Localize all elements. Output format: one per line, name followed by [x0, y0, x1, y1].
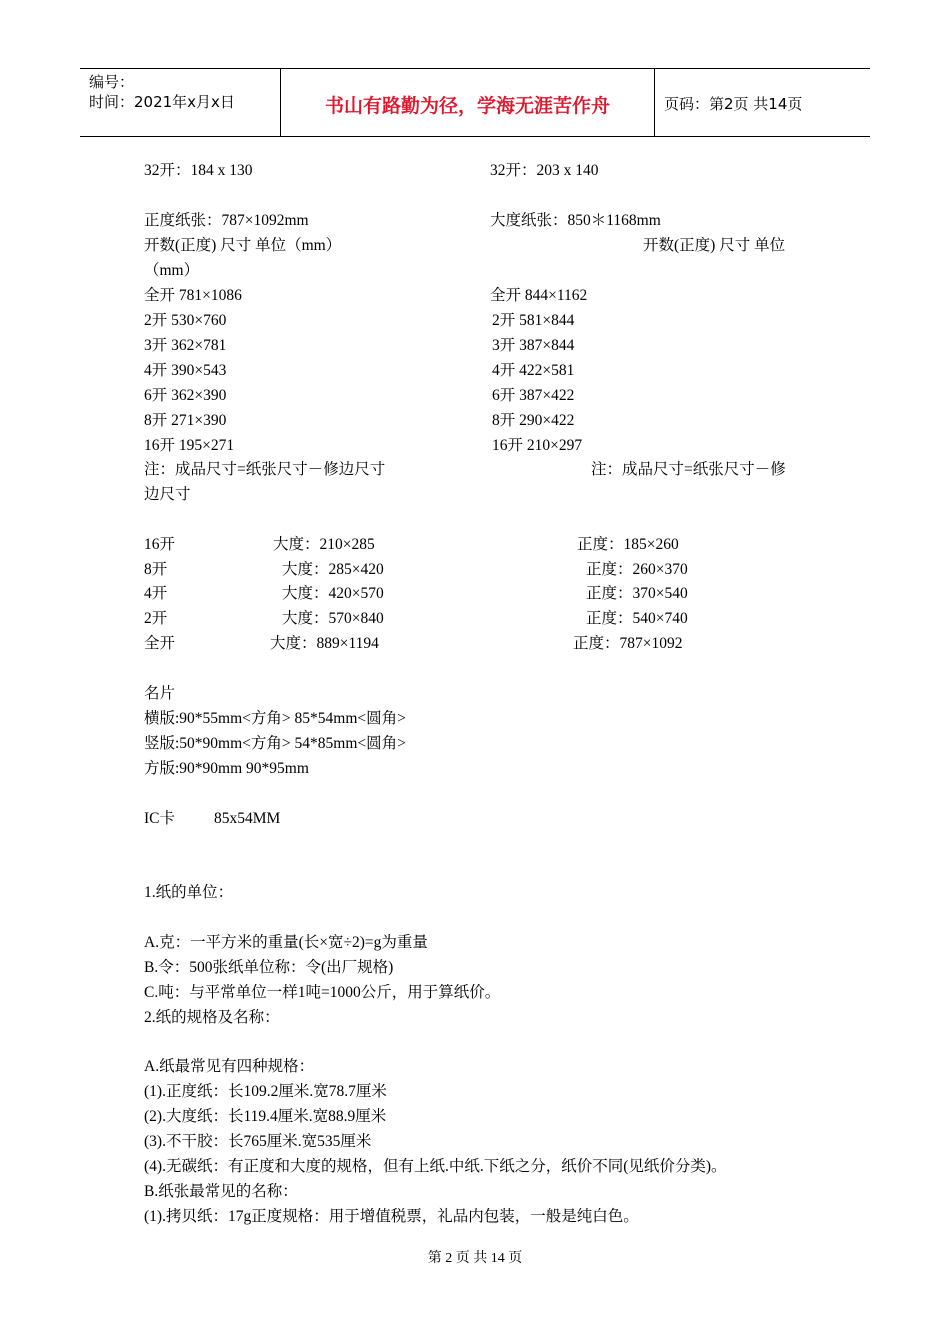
- text-line: 正度：540×740: [586, 610, 688, 627]
- text-line: 方版:90*90mm 90*95mm: [144, 760, 309, 777]
- text-line: 大度纸张：850＊1168mm: [490, 212, 661, 229]
- text-line: (2).大度纸：长119.4厘米.宽88.9厘米: [144, 1108, 387, 1125]
- text-line: 8开 290×422: [492, 412, 575, 429]
- motto: 书山有路勤为径，学海无涯苦作舟: [324, 95, 610, 117]
- page-header: [80, 68, 870, 137]
- text-line: 正度：787×1092: [573, 635, 683, 652]
- document-number: 编号：: [89, 73, 135, 91]
- text-line: 横版:90*55mm<方角> 85*54mm<圆角>: [144, 710, 406, 727]
- text-line: 正度：370×540: [586, 585, 688, 602]
- text-line: 正度纸张：787×1092mm: [144, 212, 309, 229]
- text-line: 16开: [144, 536, 176, 553]
- text-line: 6开 387×422: [492, 387, 575, 404]
- text-line: A.克：一平方米的重量(长×宽÷2)=g为重量: [144, 934, 428, 951]
- page-footer: 第 2 页 共 14 页: [427, 1251, 523, 1266]
- text-line: 边尺寸: [144, 486, 191, 503]
- text-line: 竖版:50*90mm<方角> 54*85mm<圆角>: [144, 735, 406, 752]
- text-line: 3开 362×781: [144, 337, 227, 354]
- text-line: 2开 530×760: [144, 312, 227, 329]
- text-line: 大度：889×1194: [270, 635, 379, 652]
- text-line: (1).正度纸：长109.2厘米.宽78.7厘米: [144, 1083, 387, 1100]
- header-page-cell: [654, 69, 870, 136]
- text-line: 全开 844×1162: [490, 287, 588, 304]
- text-line: (4).无碳纸：有正度和大度的规格，但有上纸.中纸.下纸之分，纸价不同(见纸价分类)。: [144, 1158, 727, 1175]
- text-line: B.纸张最常见的名称：: [144, 1183, 298, 1200]
- text-line: 6开 362×390: [144, 387, 227, 404]
- text-line: 16开 210×297: [492, 437, 583, 454]
- text-line: 全开 781×1086: [144, 287, 242, 304]
- text-line: 大度：285×420: [282, 561, 384, 578]
- text-line: 32开：203 x 140: [490, 162, 599, 179]
- header-meta-cell: [80, 69, 280, 136]
- text-line: 2.纸的规格及名称：: [144, 1009, 280, 1026]
- text-line: 开数(正度) 尺寸 单位: [643, 237, 786, 254]
- text-line: 2开: [144, 610, 168, 627]
- text-line: C.吨：与平常单位一样1吨=1000公斤，用于算纸价。: [144, 984, 501, 1001]
- header-motto-cell: [280, 69, 655, 136]
- text-line: 3开 387×844: [492, 337, 575, 354]
- text-line: 注：成品尺寸=纸张尺寸－修: [591, 461, 786, 478]
- text-line: 4开 390×543: [144, 362, 227, 379]
- text-line: 全开: [144, 635, 176, 652]
- text-line: 4开: [144, 585, 168, 602]
- text-line: B.令：500张纸单位称：令(出厂规格): [144, 959, 394, 976]
- text-line: A.纸最常见有四种规格：: [144, 1058, 315, 1075]
- text-line: 注：成品尺寸=纸张尺寸－修边尺寸: [144, 461, 386, 478]
- text-line: 32开：184 x 130: [144, 162, 253, 179]
- text-line: 8开: [144, 561, 168, 578]
- text-line: (1).拷贝纸：17g正度规格：用于增值税票，礼品内包装，一般是纯白色。: [144, 1208, 639, 1225]
- text-line: 1.纸的单位：: [144, 884, 234, 901]
- text-line: (3).不干胶：长765厘米.宽535厘米: [144, 1133, 372, 1150]
- page-indicator: 页码：第2页 共14页: [664, 95, 803, 113]
- document-date: 时间：2021年x月x日: [89, 93, 235, 111]
- text-line: 大度：570×840: [282, 610, 384, 627]
- text-line: 开数(正度) 尺寸 单位（mm）: [144, 237, 342, 254]
- text-line: 正度：260×370: [586, 561, 688, 578]
- text-line: 大度：420×570: [282, 585, 384, 602]
- text-line: 16开 195×271: [144, 437, 235, 454]
- text-line: 4开 422×581: [492, 362, 575, 379]
- text-line: （mm）: [144, 262, 200, 279]
- text-line: 正度：185×260: [577, 536, 679, 553]
- text-line: 85x54MM: [214, 810, 281, 827]
- text-line: 大度：210×285: [273, 536, 375, 553]
- text-line: 2开 581×844: [492, 312, 575, 329]
- text-line: IC卡: [144, 810, 176, 827]
- text-line: 8开 271×390: [144, 412, 227, 429]
- text-line: 名片: [144, 685, 176, 702]
